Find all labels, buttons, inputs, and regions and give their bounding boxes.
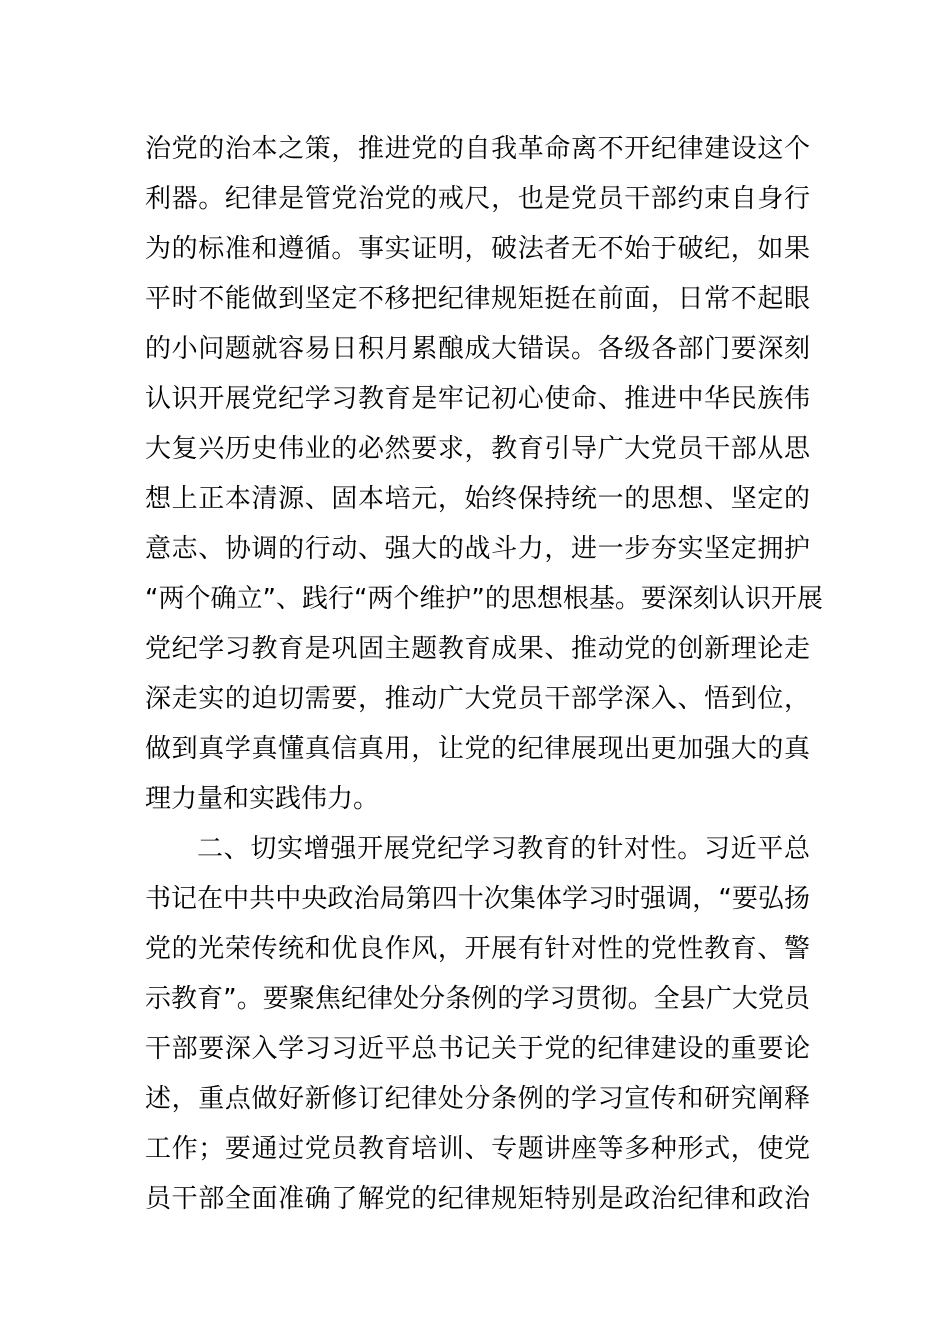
text-line: 员干部全面准确了解党的纪律规矩特别是政治纪律和政治 [145, 1184, 810, 1214]
text-line: 平时不能做到坚定不移把纪律规矩挺在前面，日常不起眼 [145, 284, 810, 314]
text-line: 示教育”。要聚焦纪律处分条例的学习贯彻。全县广大党员 [145, 984, 810, 1014]
text-line: 深走实的迫切需要，推动广大党员干部学深入、悟到位， [145, 684, 810, 714]
text-line: “两个确立”、践行“两个维护”的思想根基。要深刻认识开展 [145, 584, 823, 614]
text-line: 想上正本清源、固本培元，始终保持统一的思想、坚定的 [145, 484, 810, 514]
text-line: 利器。纪律是管党治党的戒尺，也是党员干部约束自身行 [145, 184, 810, 214]
text-line: 党的光荣传统和优良作风，开展有针对性的党性教育、警 [145, 934, 810, 964]
text-line: 述，重点做好新修订纪律处分条例的学习宣传和研究阐释 [145, 1084, 810, 1114]
text-line: 的小问题就容易日积月累酿成大错误。各级各部门要深刻 [145, 334, 810, 364]
section-heading-line: 二、切实增强开展党纪学习教育的针对性。习近平总 [197, 834, 810, 864]
text-line: 大复兴历史伟业的必然要求，教育引导广大党员干部从思 [145, 434, 810, 464]
text-line: 认识开展党纪学习教育是牢记初心使命、推进中华民族伟 [145, 384, 810, 414]
text-line: 意志、协调的行动、强大的战斗力，进一步夯实坚定拥护 [145, 534, 810, 564]
text-line: 治党的治本之策，推进党的自我革命离不开纪律建设这个 [145, 134, 810, 164]
text-line: 党纪学习教育是巩固主题教育成果、推动党的创新理论走 [145, 634, 810, 664]
text-line: 为的标准和遵循。事实证明，破法者无不始于破纪，如果 [145, 234, 810, 264]
text-line: 理力量和实践伟力。 [145, 784, 380, 814]
text-line: 做到真学真懂真信真用，让党的纪律展现出更加强大的真 [145, 734, 810, 764]
text-line: 干部要深入学习习近平总书记关于党的纪律建设的重要论 [145, 1034, 810, 1064]
text-line: 工作；要通过党员教育培训、专题讲座等多种形式，使党 [145, 1134, 810, 1164]
text-line: 书记在中共中央政治局第四十次集体学习时强调，“要弘扬 [145, 884, 810, 914]
